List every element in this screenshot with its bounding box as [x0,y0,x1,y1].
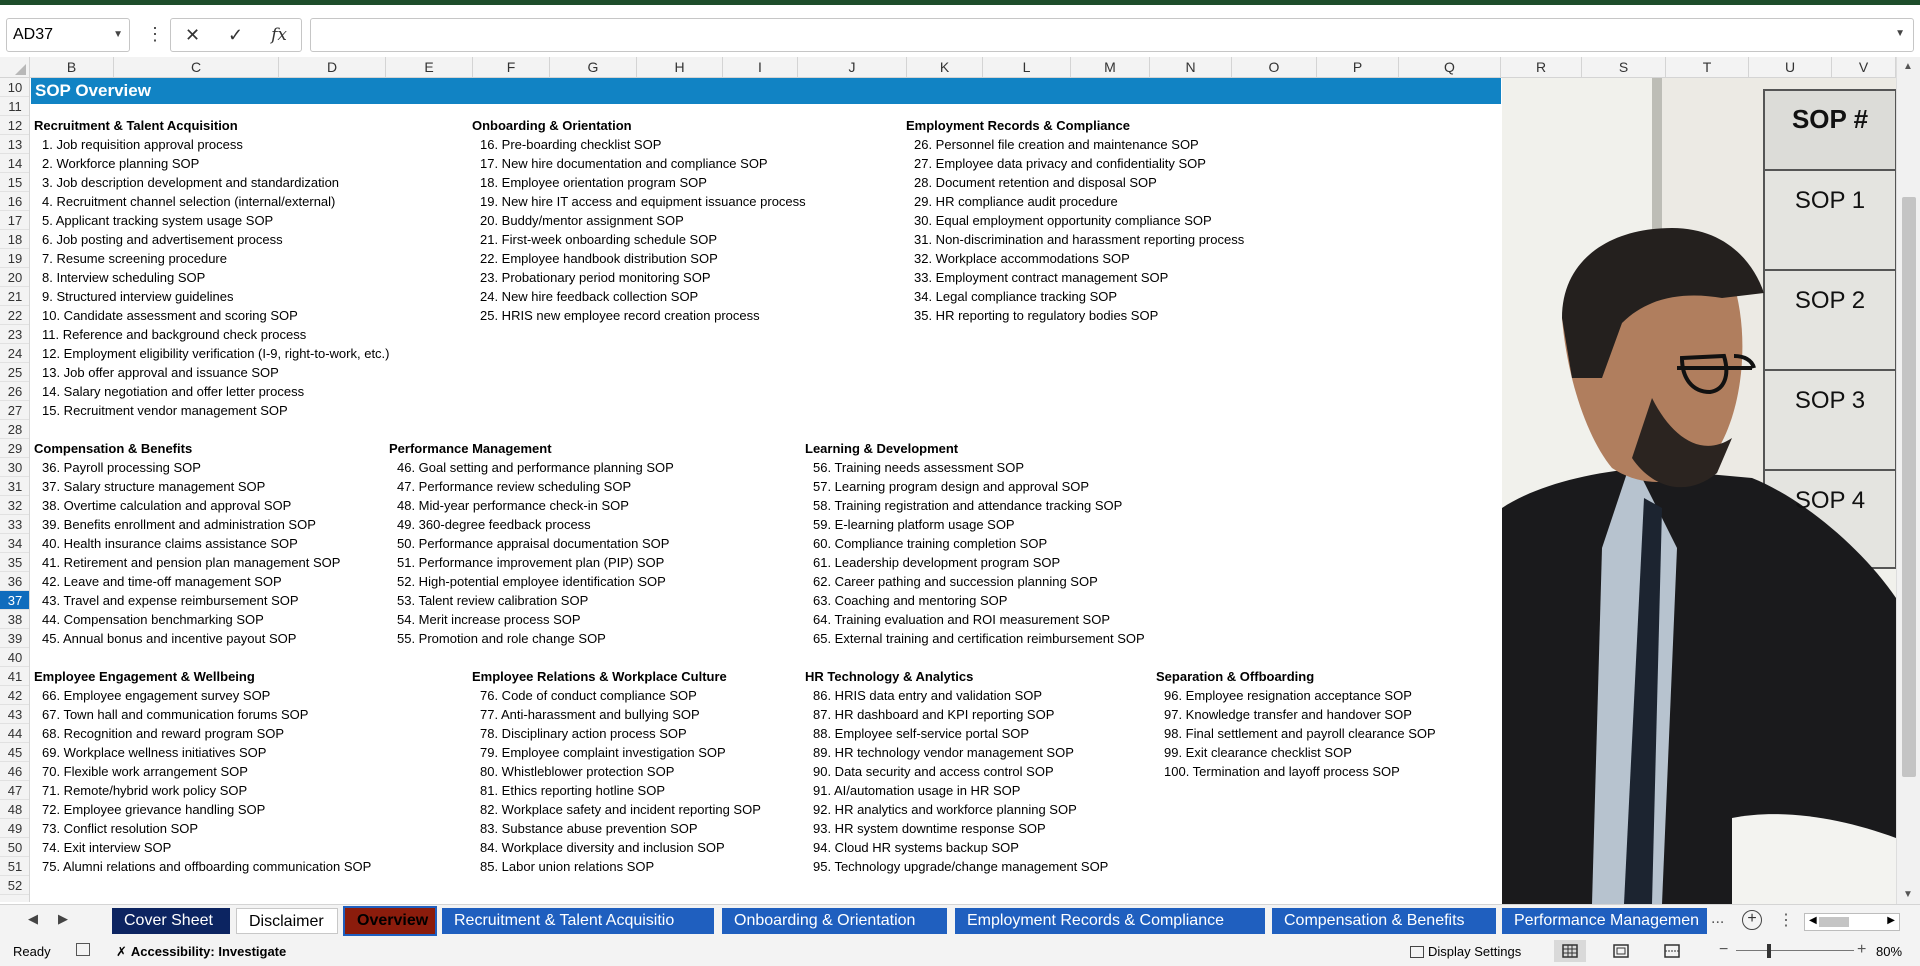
column-headers [0,57,1920,78]
sop-list-item: 48. Mid-year performance check-in SOP [397,498,629,513]
sop-list-item: 88. Employee self-service portal SOP [813,726,1030,741]
formula-bar [0,5,1920,57]
section-heading: Learning & Development [805,441,959,456]
sop-list-item: 68. Recognition and reward program SOP [42,726,285,741]
row-header[interactable]: 10 [0,78,30,97]
sop-list-item: 64. Training evaluation and ROI measurement SOP [813,612,1110,627]
scroll-left-icon[interactable]: ◀ [1809,915,1817,926]
sop-list-item: 24. New hire feedback collection SOP [480,289,699,304]
sop-list-item: 63. Coaching and mentoring SOP [813,593,1008,608]
row-header[interactable]: 24 [0,344,30,363]
row-header[interactable]: 22 [0,306,30,325]
page-break-icon [1656,940,1688,962]
column-header[interactable]: U [1749,57,1832,78]
row-header[interactable]: 23 [0,325,30,344]
row-header[interactable]: 11 [0,97,30,116]
column-header[interactable]: K [907,57,983,78]
more-options-icon[interactable]: ⋮ [146,24,164,44]
sop-list-item: 76. Code of conduct compliance SOP [480,688,697,703]
sop-list-item: 71. Remote/hybrid work policy SOP [42,783,248,798]
row-header[interactable]: 37 [0,591,30,610]
column-header[interactable]: D [279,57,386,78]
sop-list-item: 56. Training needs assessment SOP [813,460,1025,475]
sop-list-item: 57. Learning program design and approval SOP [813,479,1090,494]
name-box-value: AD37 [13,26,54,43]
sop-list-item: 53. Talent review calibration SOP [397,593,589,608]
zoom-in-button[interactable]: + [1857,941,1867,958]
display-settings-label: Display Settings [1428,944,1522,959]
row-header[interactable]: 30 [0,458,30,477]
section-heading: Employee Relations & Workplace Culture [472,669,727,684]
sop-list-item: 59. E-learning platform usage SOP [813,517,1015,532]
sop-list-item: 3. Job description development and standardization [42,175,340,190]
page-title: SOP Overview [35,81,151,100]
sop-list-item: 1. Job requisition approval process [42,137,243,152]
row-header[interactable]: 44 [0,724,30,743]
sop-list-item: 18. Employee orientation program SOP [480,175,707,190]
sop-list-item: 13. Job offer approval and issuance SOP [42,365,279,380]
zoom-slider[interactable] [1736,950,1854,951]
sop-list-item: 19. New hire IT access and equipment issuance process [480,194,806,209]
sheet-tab[interactable]: Compensation & Benefits [1272,908,1496,934]
prev-sheet-icon[interactable]: ◀ [28,911,38,926]
sop-list-item: 16. Pre-boarding checklist SOP [480,137,662,152]
sop-list-item: 95. Technology upgrade/change management SOP [813,859,1109,874]
row-header[interactable]: 15 [0,173,30,192]
row-header[interactable]: 34 [0,534,30,553]
vertical-scrollbar[interactable] [1896,57,1920,904]
insert-function-icon[interactable]: fx [271,25,287,45]
section-heading: Employment Records & Compliance [906,118,1130,133]
sop-list-item: 30. Equal employment opportunity compliance SOP [914,213,1212,228]
sop-list-item: 89. HR technology vendor management SOP [813,745,1074,760]
row-header[interactable]: 52 [0,876,30,895]
display-icon [1410,946,1424,958]
name-box[interactable] [6,18,130,52]
column-header[interactable]: C [114,57,279,78]
column-header[interactable]: Q [1399,57,1501,78]
cancel-icon[interactable]: ✕ [184,24,201,45]
sop-list-item: 22. Employee handbook distribution SOP [480,251,718,266]
normal-view-icon [1554,940,1586,962]
select-all-corner[interactable] [0,57,30,78]
sop-list-item: 15. Recruitment vendor management SOP [42,403,288,418]
sop-list-item: 75. Alumni relations and offboarding communication SOP [42,859,372,874]
zoom-out-button[interactable]: − [1719,941,1729,958]
enter-icon[interactable]: ✓ [228,24,244,45]
sop-list-item: 25. HRIS new employee record creation process [480,308,760,323]
macro-recording-icon[interactable] [76,943,90,956]
sop-list-item: 54. Merit increase process SOP [397,612,581,627]
column-header[interactable]: F [473,57,550,78]
add-sheet-icon[interactable]: + [1742,910,1762,930]
sop-list-item: 26. Personnel file creation and maintenance SOP [914,137,1199,152]
sop-list-item: 87. HR dashboard and KPI reporting SOP [813,707,1055,722]
section-heading: Onboarding & Orientation [472,118,632,133]
sop-list-item: 32. Workplace accommodations SOP [914,251,1130,266]
row-header[interactable]: 38 [0,610,30,629]
sop-list-item: 77. Anti-harassment and bullying SOP [480,707,700,722]
next-sheet-icon[interactable]: ▶ [58,911,68,926]
sop-list-item: 47. Performance review scheduling SOP [397,479,632,494]
sheet-tab[interactable]: Cover Sheet [112,908,230,934]
sop-list-item: 41. Retirement and pension plan management SOP [42,555,341,570]
row-header[interactable]: 26 [0,382,30,401]
scroll-thumb[interactable] [1902,197,1916,777]
sop-list-item: 34. Legal compliance tracking SOP [914,289,1118,304]
sop-board-label: SOP 2 [1794,287,1866,314]
column-header[interactable]: J [798,57,907,78]
hscroll-thumb[interactable] [1819,917,1849,927]
sheet-tab-bar [0,904,1920,936]
sop-list-item: 97. Knowledge transfer and handover SOP [1164,707,1412,722]
row-header[interactable]: 29 [0,439,30,458]
row-header[interactable]: 46 [0,762,30,781]
row-header[interactable]: 19 [0,249,30,268]
row-header[interactable]: 12 [0,116,30,135]
sop-list-item: 31. Non-discrimination and harassment reporting process [914,232,1245,247]
sop-list-item: 60. Compliance training completion SOP [813,536,1048,551]
sop-list-item: 29. HR compliance audit procedure [914,194,1118,209]
sop-list-item: 81. Ethics reporting hotline SOP [480,783,665,798]
section-heading: Separation & Offboarding [1156,669,1315,684]
display-settings-button[interactable] [1410,944,1521,959]
normal-view-button[interactable] [1554,940,1586,962]
sop-list-item: 94. Cloud HR systems backup SOP [813,840,1019,855]
sop-list-item: 39. Benefits enrollment and administration SOP [42,517,316,532]
sop-list-item: 12. Employment eligibility verification (I-9, right-to-work, etc.) [42,346,390,361]
sop-list-item: 17. New hire documentation and compliance SOP [480,156,768,171]
sop-list-item: 86. HRIS data entry and validation SOP [813,688,1043,703]
column-header[interactable]: L [983,57,1071,78]
row-header[interactable]: 20 [0,268,30,287]
row-header[interactable]: 47 [0,781,30,800]
sop-list-item: 50. Performance appraisal documentation SOP [397,536,670,551]
sop-list-item: 5. Applicant tracking system usage SOP [42,213,274,228]
sop-list-item: 11. Reference and background check process [42,327,307,342]
row-header[interactable]: 33 [0,515,30,534]
sop-list-item: 6. Job posting and advertisement process [42,232,283,247]
row-header[interactable]: 13 [0,135,30,154]
more-sheets-button[interactable]: ... [1711,910,1725,927]
section-heading: Compensation & Benefits [34,441,193,456]
sop-list-item: 72. Employee grievance handling SOP [42,802,266,817]
section-heading: Recruitment & Talent Acquisition [34,118,238,133]
column-header[interactable]: P [1317,57,1399,78]
sop-list-item: 93. HR system downtime response SOP [813,821,1046,836]
sop-list-item: 69. Workplace wellness initiatives SOP [42,745,267,760]
status-ready: Ready [13,944,51,959]
sop-list-item: 100. Termination and layoff process SOP [1164,764,1400,779]
column-header[interactable]: E [386,57,473,78]
sop-list-item: 74. Exit interview SOP [42,840,172,855]
section-heading: HR Technology & Analytics [805,669,974,684]
row-header[interactable]: 28 [0,420,30,439]
sheet-options-icon[interactable]: ⋮ [1778,912,1794,929]
sop-list-item: 36. Payroll processing SOP [42,460,201,475]
sop-list-item: 35. HR reporting to regulatory bodies SOP [914,308,1159,323]
title-banner [31,78,1501,104]
section-heading: Performance Management [389,441,552,456]
column-header[interactable]: H [637,57,723,78]
row-header[interactable]: 49 [0,819,30,838]
row-header[interactable]: 25 [0,363,30,382]
businessman-photo [1502,78,1896,904]
expand-formula-icon[interactable]: ▼ [1895,28,1905,39]
formula-buttons [170,18,302,52]
row-header[interactable]: 14 [0,154,30,173]
sop-board-label: SOP 1 [1794,187,1866,214]
sop-list-item: 44. Compensation benchmarking SOP [42,612,264,627]
sop-list-item: 99. Exit clearance checklist SOP [1164,745,1352,760]
sop-list-item: 51. Performance improvement plan (PIP) SOP [397,555,665,570]
row-header[interactable]: 43 [0,705,30,724]
sop-list-item: 58. Training registration and attendance tracking SOP [813,498,1123,513]
column-header[interactable]: I [723,57,798,78]
sop-list-item: 20. Buddy/mentor assignment SOP [480,213,684,228]
sheet-tab[interactable]: Overview [345,908,435,934]
horizontal-scrollbar[interactable] [1804,913,1900,931]
row-header[interactable]: 16 [0,192,30,211]
sop-list-item: 45. Annual bonus and incentive payout SOP [42,631,297,646]
row-header[interactable]: 50 [0,838,30,857]
sop-list-item: 8. Interview scheduling SOP [42,270,206,285]
column-header[interactable]: S [1582,57,1666,78]
accessibility-icon: ✗ [116,944,127,959]
sop-list-item: 49. 360-degree feedback process [397,517,591,532]
row-header[interactable]: 32 [0,496,30,515]
sop-list-item: 98. Final settlement and payroll clearance SOP [1164,726,1436,741]
sop-list-item: 40. Health insurance claims assistance SOP [42,536,298,551]
column-header[interactable]: B [30,57,114,78]
sop-board-label: SOP 3 [1794,387,1866,414]
sop-list-item: 78. Disciplinary action process SOP [480,726,687,741]
sheet-tab[interactable]: Onboarding & Orientation [722,908,947,934]
column-header[interactable]: M [1071,57,1150,78]
row-header[interactable]: 48 [0,800,30,819]
row-header[interactable]: 27 [0,401,30,420]
sheet-tab[interactable]: Performance Managemen [1502,908,1707,934]
sop-list-item: 28. Document retention and disposal SOP [914,175,1157,190]
sop-list-item: 67. Town hall and communication forums SOP [42,707,309,722]
column-header[interactable]: T [1666,57,1749,78]
row-header[interactable]: 41 [0,667,30,686]
sop-list-item: 61. Leadership development program SOP [813,555,1061,570]
sheet-tab[interactable]: Disclaimer [236,908,338,934]
sheet-tab[interactable]: Recruitment & Talent Acquisitio [442,908,714,934]
zoom-level[interactable]: 80% [1876,944,1903,959]
sop-list-item: 82. Workplace safety and incident reporting SOP [480,802,761,817]
sop-list-item: 92. HR analytics and workforce planning SOP [813,802,1077,817]
sop-list-item: 96. Employee resignation acceptance SOP [1164,688,1412,703]
column-header[interactable]: V [1832,57,1896,78]
accessibility-label: Accessibility: Investigate [130,944,287,959]
column-header[interactable]: O [1232,57,1317,78]
sop-list-item: 9. Structured interview guidelines [42,289,234,304]
zoom-slider-thumb[interactable] [1767,944,1771,958]
sop-list-item: 37. Salary structure management SOP [42,479,266,494]
status-bar [0,936,1920,966]
row-header[interactable]: 18 [0,230,30,249]
row-header[interactable]: 40 [0,648,30,667]
sop-list-item: 14. Salary negotiation and offer letter process [42,384,305,399]
sop-list-item: 65. External training and certification reimbursement SOP [813,631,1145,646]
page-layout-icon [1605,940,1637,962]
row-header[interactable]: 36 [0,572,30,591]
sop-list-item: 79. Employee complaint investigation SOP [480,745,726,760]
sop-list-item: 84. Workplace diversity and inclusion SOP [480,840,725,855]
sop-list-item: 46. Goal setting and performance planning SOP [397,460,674,475]
sop-list-item: 21. First-week onboarding schedule SOP [480,232,718,247]
sop-list-item: 10. Candidate assessment and scoring SOP [42,308,298,323]
chevron-down-icon[interactable]: ▼ [113,29,123,40]
sheet-tab[interactable]: Employment Records & Compliance [955,908,1265,934]
section-heading: Employee Engagement & Wellbeing [34,669,255,684]
sop-list-item: 38. Overtime calculation and approval SOP [42,498,292,513]
sop-list-item: 33. Employment contract management SOP [914,270,1169,285]
row-header[interactable]: 51 [0,857,30,876]
sop-list-item: 73. Conflict resolution SOP [42,821,199,836]
sop-list-item: 4. Recruitment channel selection (internal/external) [42,194,336,209]
sop-list-item: 80. Whistleblower protection SOP [480,764,675,779]
sop-list-item: 62. Career pathing and succession planning SOP [813,574,1098,589]
row-header[interactable]: 35 [0,553,30,572]
header-photo[interactable] [1502,78,1896,904]
worksheet-grid[interactable] [31,78,1501,902]
row-header[interactable]: 42 [0,686,30,705]
sop-list-item: 66. Employee engagement survey SOP [42,688,271,703]
scroll-down-icon[interactable]: ▼ [1903,889,1913,900]
sop-list-item: 85. Labor union relations SOP [480,859,655,874]
page-break-view-button[interactable] [1656,940,1688,962]
row-header[interactable]: 21 [0,287,30,306]
sop-list-item: 2. Workforce planning SOP [42,156,200,171]
sop-list-item: 7. Resume screening procedure [42,251,227,266]
sop-list-item: 27. Employee data privacy and confidentiality SOP [914,156,1206,171]
scroll-right-icon[interactable]: ▶ [1887,915,1895,926]
row-header[interactable]: 31 [0,477,30,496]
sop-list-item: 43. Travel and expense reimbursement SOP [42,593,299,608]
sop-list-item: 55. Promotion and role change SOP [397,631,606,646]
column-header[interactable]: R [1501,57,1582,78]
accessibility-checker[interactable] [116,944,286,960]
sop-list-item: 42. Leave and time-off management SOP [42,574,282,589]
column-header[interactable]: G [550,57,637,78]
sop-list-item: 23. Probationary period monitoring SOP [480,270,711,285]
column-header[interactable]: N [1150,57,1232,78]
sop-list-item: 52. High-potential employee identification SOP [397,574,666,589]
sop-list-item: 70. Flexible work arrangement SOP [42,764,248,779]
sop-list-item: 91. AI/automation usage in HR SOP [813,783,1021,798]
row-header[interactable]: 45 [0,743,30,762]
formula-input[interactable] [310,18,1914,52]
sop-board-label: SOP 4 [1794,487,1866,514]
row-header[interactable]: 39 [0,629,30,648]
row-header[interactable]: 17 [0,211,30,230]
sop-list-item: 83. Substance abuse prevention SOP [480,821,698,836]
sop-board-label: SOP # [1791,104,1869,134]
row-headers [0,78,30,902]
page-layout-view-button[interactable] [1605,940,1637,962]
sop-list-item: 90. Data security and access control SOP [813,764,1054,779]
scroll-up-icon[interactable]: ▲ [1903,61,1913,72]
